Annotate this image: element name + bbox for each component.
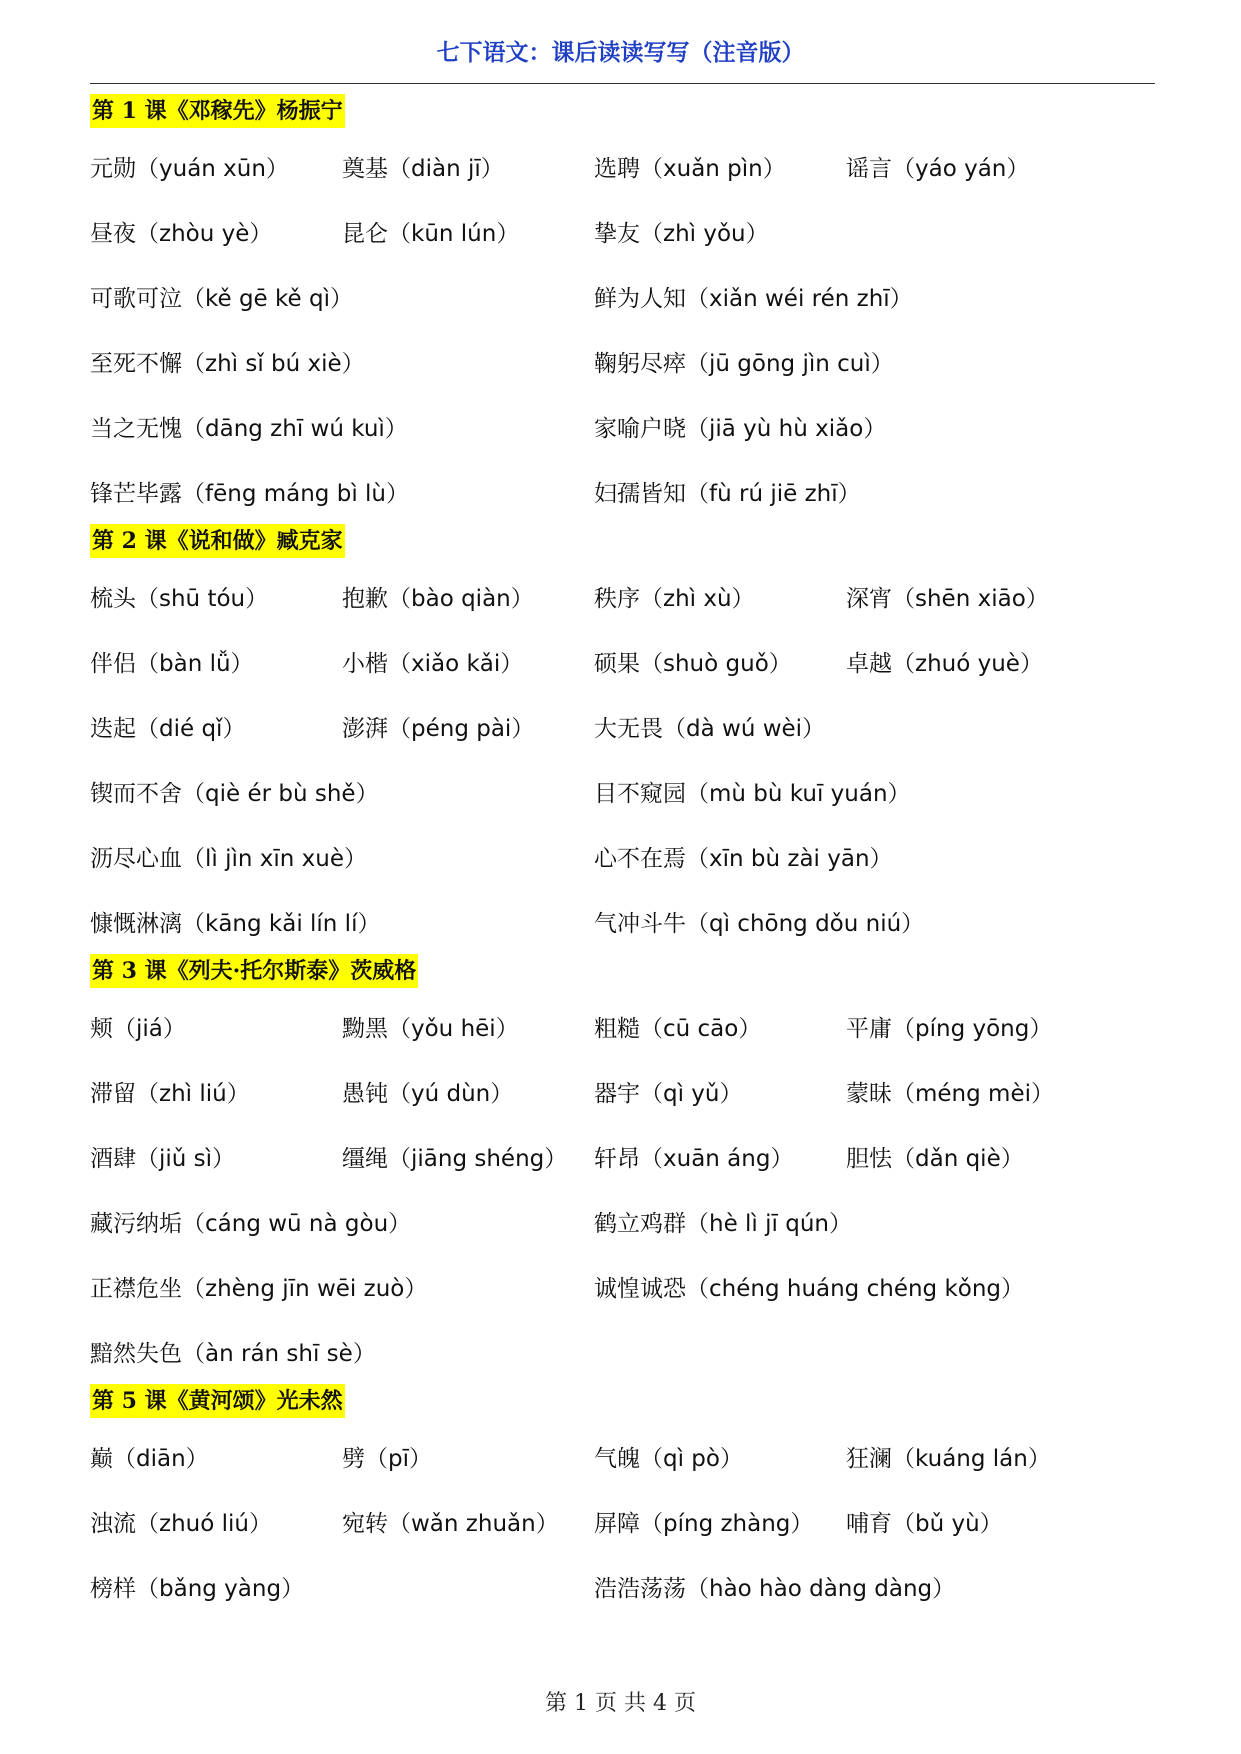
- vocabulary-content: [90, 94, 1155, 1619]
- vocab-entry: 妇孺皆知（fù rú jiē zhī）: [594, 481, 861, 507]
- vocab-row: [90, 1319, 1155, 1384]
- vocab-entry: 气魄（qì pò）: [594, 1446, 743, 1472]
- vocab-entry: 黝黑（yǒu hēi）: [342, 1016, 519, 1042]
- vocab-entry: 宛转（wǎn zhuǎn）: [342, 1511, 559, 1537]
- lesson-header: [90, 524, 1155, 564]
- vocab-entry: 硕果（shuò guǒ）: [594, 651, 792, 677]
- vocab-entry: 榜样（bǎng yàng）: [90, 1576, 305, 1602]
- vocab-entry: 秩序（zhì xù）: [594, 586, 755, 612]
- vocab-row: [90, 329, 1155, 394]
- lesson-title: 第 5 课《黄河颂》光未然: [90, 1384, 345, 1418]
- vocab-entry: 小楷（xiǎo kǎi）: [342, 651, 524, 677]
- vocab-entry: 锋芒毕露（fēng máng bì lù）: [90, 481, 409, 507]
- vocab-row: [90, 1059, 1155, 1124]
- lesson-header: [90, 94, 1155, 134]
- vocab-entry: 缰绳（jiāng shéng）: [342, 1146, 568, 1172]
- vocab-entry: 愚钝（yú dùn）: [342, 1081, 514, 1107]
- vocab-row: [90, 459, 1155, 524]
- vocab-entry: 元勋（yuán xūn）: [90, 156, 289, 182]
- vocab-row: [90, 994, 1155, 1059]
- lesson-header: [90, 1384, 1155, 1424]
- vocab-entry: 慷慨淋漓（kāng kǎi lín lí）: [90, 911, 381, 937]
- vocab-entry: 鞠躬尽瘁（jū gōng jìn cuì）: [594, 351, 894, 377]
- vocab-entry: 屏障（píng zhàng）: [594, 1511, 814, 1537]
- vocab-entry: 浊流（zhuó liú）: [90, 1511, 272, 1537]
- vocab-entry: 浩浩荡荡（hào hào dàng dàng）: [594, 1576, 956, 1602]
- vocab-entry: 藏污纳垢（cáng wū nà gòu）: [90, 1211, 412, 1237]
- vocab-row: [90, 824, 1155, 889]
- vocab-entry: 诚惶诚恐（chéng huáng chéng kǒng）: [594, 1276, 1025, 1302]
- vocab-row: [90, 759, 1155, 824]
- vocab-row: [90, 134, 1155, 199]
- vocab-row: [90, 694, 1155, 759]
- vocab-entry: 鹤立鸡群（hè lì jī qún）: [594, 1211, 852, 1237]
- vocab-row: [90, 1189, 1155, 1254]
- vocab-entry: 大无畏（dà wú wèi）: [594, 716, 826, 742]
- vocab-entry: 昼夜（zhòu yè）: [90, 221, 273, 247]
- lesson-header: [90, 954, 1155, 994]
- vocab-row: [90, 199, 1155, 264]
- vocab-entry: 胆怯（dǎn qiè）: [846, 1146, 1024, 1172]
- lesson-title: 第 1 课《邓稼先》杨振宁: [90, 94, 345, 128]
- vocab-entry: 狂澜（kuáng lán）: [846, 1446, 1051, 1472]
- vocab-entry: 哺育（bǔ yù）: [846, 1511, 1003, 1537]
- vocab-entry: 气冲斗牛（qì chōng dǒu niú）: [594, 911, 925, 937]
- lesson-title: 第 3 课《列夫·托尔斯泰》茨威格: [90, 954, 418, 988]
- vocab-entry: 挚友（zhì yǒu）: [594, 221, 769, 247]
- vocab-entry: 可歌可泣（kě gē kě qì）: [90, 286, 353, 312]
- vocab-entry: 心不在焉（xīn bù zài yān）: [594, 846, 893, 872]
- vocab-entry: 卓越（zhuó yuè）: [846, 651, 1043, 677]
- vocab-entry: 蒙昧（méng mèi）: [846, 1081, 1054, 1107]
- vocab-entry: 酒肆（jiǔ sì）: [90, 1146, 236, 1172]
- page-title: 七下语文：课后读读写写（注音版）: [436, 39, 805, 66]
- lesson-title: 第 2 课《说和做》臧克家: [90, 524, 345, 558]
- vocab-entry: 巅（diān）: [90, 1446, 209, 1472]
- vocab-entry: 粗糙（cū cāo）: [594, 1016, 762, 1042]
- vocab-entry: 至死不懈（zhì sǐ bú xiè）: [90, 351, 365, 377]
- vocab-row: [90, 1554, 1155, 1619]
- vocab-entry: 梳头（shū tóu）: [90, 586, 269, 612]
- vocab-entry: 平庸（píng yōng）: [846, 1016, 1053, 1042]
- vocab-entry: 正襟危坐（zhèng jīn wēi zuò）: [90, 1276, 428, 1302]
- vocab-row: [90, 264, 1155, 329]
- vocab-entry: 颊（jiá）: [90, 1016, 186, 1042]
- vocab-entry: 抱歉（bào qiàn）: [342, 586, 534, 612]
- header-divider: [90, 83, 1155, 84]
- vocab-entry: 伴侣（bàn lǚ）: [90, 651, 254, 677]
- vocab-entry: 沥尽心血（lì jìn xīn xuè）: [90, 846, 367, 872]
- vocab-entry: 谣言（yáo yán）: [846, 156, 1030, 182]
- vocab-row: [90, 1254, 1155, 1319]
- vocab-entry: 奠基（diàn jī）: [342, 156, 504, 182]
- vocab-row: [90, 394, 1155, 459]
- vocab-entry: 鲜为人知（xiǎn wéi rén zhī）: [594, 286, 913, 312]
- vocab-row: [90, 564, 1155, 629]
- vocab-entry: 劈（pī）: [342, 1446, 432, 1472]
- vocab-entry: 家喻户晓（jiā yù hù xiǎo）: [594, 416, 887, 442]
- vocab-entry: 选聘（xuǎn pìn）: [594, 156, 786, 182]
- vocab-entry: 深宵（shēn xiāo）: [846, 586, 1049, 612]
- vocab-entry: 迭起（dié qǐ）: [90, 716, 246, 742]
- vocab-entry: 目不窥园（mù bù kuī yuán）: [594, 781, 911, 807]
- vocab-entry: 澎湃（péng pài）: [342, 716, 535, 742]
- vocab-entry: 黯然失色（àn rán shī sè）: [90, 1341, 376, 1367]
- vocab-row: [90, 629, 1155, 694]
- vocab-row: [90, 889, 1155, 954]
- page-number: 第 1 页 共 4 页: [545, 1691, 696, 1716]
- vocab-entry: 锲而不舍（qiè ér bù shě）: [90, 781, 379, 807]
- vocab-row: [90, 1424, 1155, 1489]
- vocab-entry: 轩昂（xuān áng）: [594, 1146, 794, 1172]
- vocab-row: [90, 1124, 1155, 1189]
- vocab-row: [90, 1489, 1155, 1554]
- vocab-entry: 滞留（zhì liú）: [90, 1081, 250, 1107]
- vocab-entry: 器宇（qì yǔ）: [594, 1081, 743, 1107]
- vocab-entry: 昆仑（kūn lún）: [342, 221, 520, 247]
- vocab-entry: 当之无愧（dāng zhī wú kuì）: [90, 416, 408, 442]
